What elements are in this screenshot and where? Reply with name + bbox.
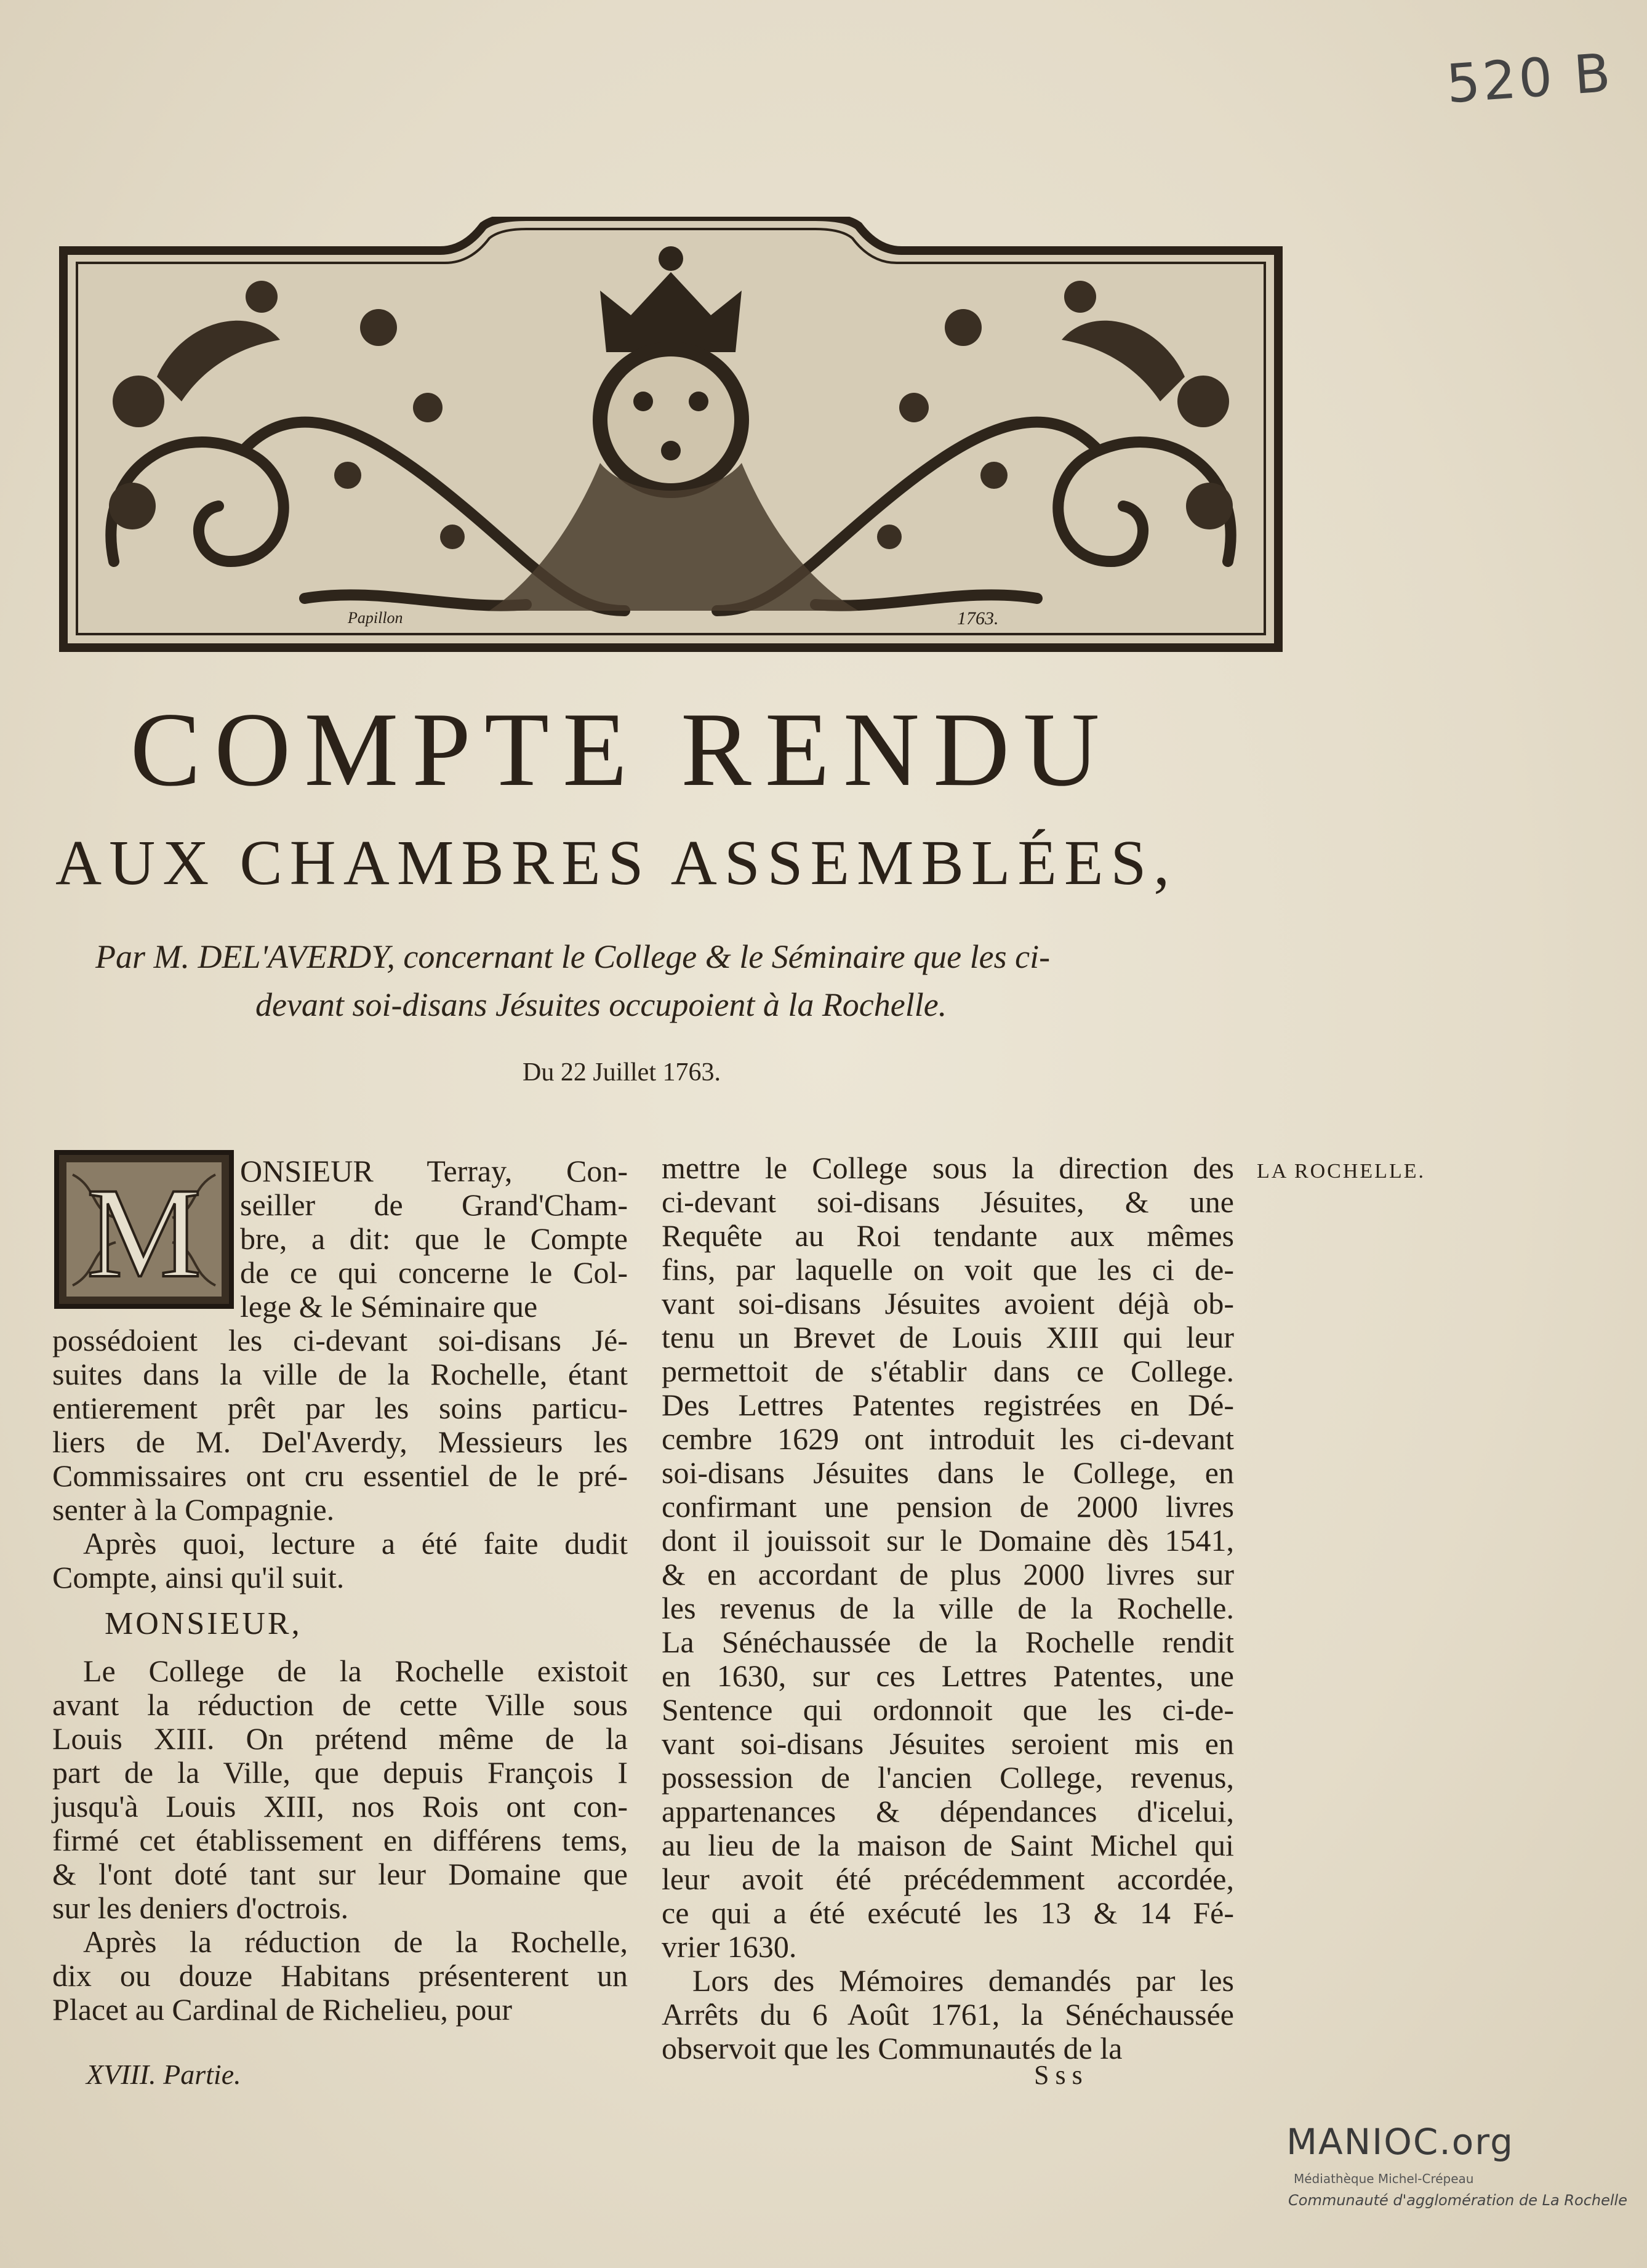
text-line: tenu un Brevet de Louis XIII qui leur — [662, 1320, 1234, 1354]
watermark-community: Communauté d'agglomération de La Rochelle — [1288, 2192, 1627, 2209]
text-line: de ce qui concerne le Col- — [240, 1255, 628, 1290]
shelfmark: 520 B — [1444, 42, 1615, 116]
text-line: possession de l'ancien College, revenus, — [662, 1760, 1234, 1795]
text-line: cembre 1629 ont introduit les ci-devant — [662, 1422, 1234, 1456]
engraver-signature: Papillon — [348, 609, 403, 627]
text-line: part de la Ville, que depuis François I — [52, 1755, 628, 1790]
text-line: bre, a dit: que le Compte — [240, 1221, 628, 1256]
opening-paragraph-rest — [52, 1324, 628, 1527]
text-line: & l'ont doté tant sur leur Domaine que — [52, 1857, 628, 1891]
text-line: soi-disans Jésuites dans le College, en — [662, 1455, 1234, 1490]
text-line: senter à la Compagnie. — [52, 1492, 335, 1527]
text-line: permettoit de s'établir dans ce College. — [662, 1354, 1234, 1388]
right-column — [662, 1151, 1234, 2065]
text-line: confirmant une pension de 2000 livres — [662, 1489, 1234, 1524]
left-column — [52, 1154, 628, 2027]
text-line: vant soi-disans Jésuites avoient déjà ob- — [662, 1286, 1234, 1321]
text-line: Des Lettres Patentes registrées en Dé- — [662, 1388, 1234, 1422]
paragraph-apres-quoi — [52, 1527, 628, 1594]
text-line: firmé cet établissement en différens tems, — [52, 1823, 628, 1857]
text-line: La Sénéchaussée de la Rochelle rendit — [662, 1625, 1234, 1659]
engraving-year: 1763. — [957, 608, 999, 629]
text-line: Après quoi, lecture a été faite dudit — [83, 1526, 628, 1561]
text-line: Placet au Cardinal de Richelieu, pour — [52, 1992, 512, 2027]
text-line: entierement prêt par les soins particu- — [52, 1391, 628, 1425]
text-line: Arrêts du 6 Août 1761, la Sénéchaussée — [662, 1997, 1234, 2032]
text-line: Commissaires ont cru essentiel de le pré- — [52, 1458, 628, 1493]
text-line: dont il jouissoit sur le Domaine dès 1541, — [662, 1523, 1234, 1558]
text-line: Compte, ainsi qu'il suit. — [52, 1560, 345, 1594]
text-line: vrier 1630. — [662, 1929, 797, 1964]
text-line: ci-devant soi-disans Jésuites, & une — [662, 1184, 1234, 1219]
text-line: vant soi-disans Jésuites seroient mis en — [662, 1726, 1234, 1761]
margin-note: LA ROCHELLE. — [1257, 1160, 1425, 1183]
headpiece-ornament — [58, 217, 1283, 653]
text-line: lege & le Séminaire que — [240, 1289, 538, 1324]
title-main: COMPTE RENDU — [130, 691, 1113, 808]
text-line: dix ou douze Habitans présenterent un — [52, 1958, 628, 1993]
text-line: jusqu'à Louis XIII, nos Rois ont con- — [52, 1789, 628, 1824]
paragraph-memoires — [662, 1964, 1234, 2065]
text-line: Lors des Mémoires demandés par les — [692, 1963, 1234, 1998]
watermark-library: Médiathèque Michel-Crépeau — [1294, 2171, 1474, 2186]
byline — [95, 933, 1246, 1029]
part-number: XVIII. Partie. — [86, 2059, 241, 2090]
text-line: & en accordant de plus 2000 livres sur — [662, 1557, 1234, 1591]
text-line: Après la réduction de la Rochelle, — [83, 1924, 628, 1959]
text-line: appartenances & dépendances d'icelui, — [662, 1794, 1234, 1828]
text-line: liers de M. Del'Averdy, Messieurs les — [52, 1425, 628, 1459]
paragraph-college — [52, 1654, 628, 1925]
text-line: Louis XIII. On prétend même de la — [52, 1721, 628, 1756]
text-line: ONSIEUR Terray, Con- — [240, 1154, 628, 1188]
text-line: Le College de la Rochelle existoit — [83, 1654, 628, 1688]
opening-paragraph-indented — [52, 1154, 628, 1324]
text-line: mettre le College sous la direction des — [662, 1151, 1234, 1185]
text-line: observoit que les Communautés de la — [662, 2031, 1123, 2065]
title-subtitle: AUX CHAMBRES ASSEMBLÉES, — [55, 827, 1177, 898]
paragraph-continuation — [662, 1151, 1234, 1964]
text-line: seiller de Grand'Cham- — [240, 1188, 628, 1222]
text-line: suites dans la ville de la Rochelle, étant — [52, 1357, 628, 1391]
text-line: possédoient les ci-devant soi-disans Jé- — [52, 1323, 628, 1357]
document-date: Du 22 Juillet 1763. — [523, 1058, 721, 1087]
text-line: Sentence qui ordonnoit que les ci-de- — [662, 1692, 1234, 1727]
text-line: avant la réduction de cette Ville sous — [52, 1687, 628, 1722]
text-line: en 1630, sur ces Lettres Patentes, une — [662, 1659, 1234, 1693]
byline-line-1: Par M. DEL'AVERDY, concernant le College & le Séminaire que les ci- — [95, 938, 1051, 975]
text-line: leur avoit été précédemment accordée, — [662, 1862, 1234, 1896]
royal-arms-icon — [600, 349, 742, 491]
text-line: ce qui a été exécuté les 13 & 14 Fé- — [662, 1896, 1234, 1930]
byline-line-2: devant soi-disans Jésuites occupoient à la Rochelle. — [255, 986, 947, 1023]
svg-text:M: M — [86, 1162, 202, 1305]
salutation: MONSIEUR, — [105, 1606, 302, 1641]
text-line: sur les deniers d'octrois. — [52, 1891, 349, 1925]
watermark-brand: MANIOC.org — [1286, 2121, 1514, 2163]
signature-mark: Sss — [1034, 2060, 1089, 2090]
text-line: au lieu de la maison de Saint Michel qui — [662, 1828, 1234, 1862]
paragraph-reduction — [52, 1925, 628, 2027]
text-line: fins, par laquelle on voit que les ci de- — [662, 1252, 1234, 1287]
text-line: Requête au Roi tendante aux mêmes — [662, 1218, 1234, 1253]
text-line: les revenus de la ville de la Rochelle. — [662, 1591, 1234, 1625]
